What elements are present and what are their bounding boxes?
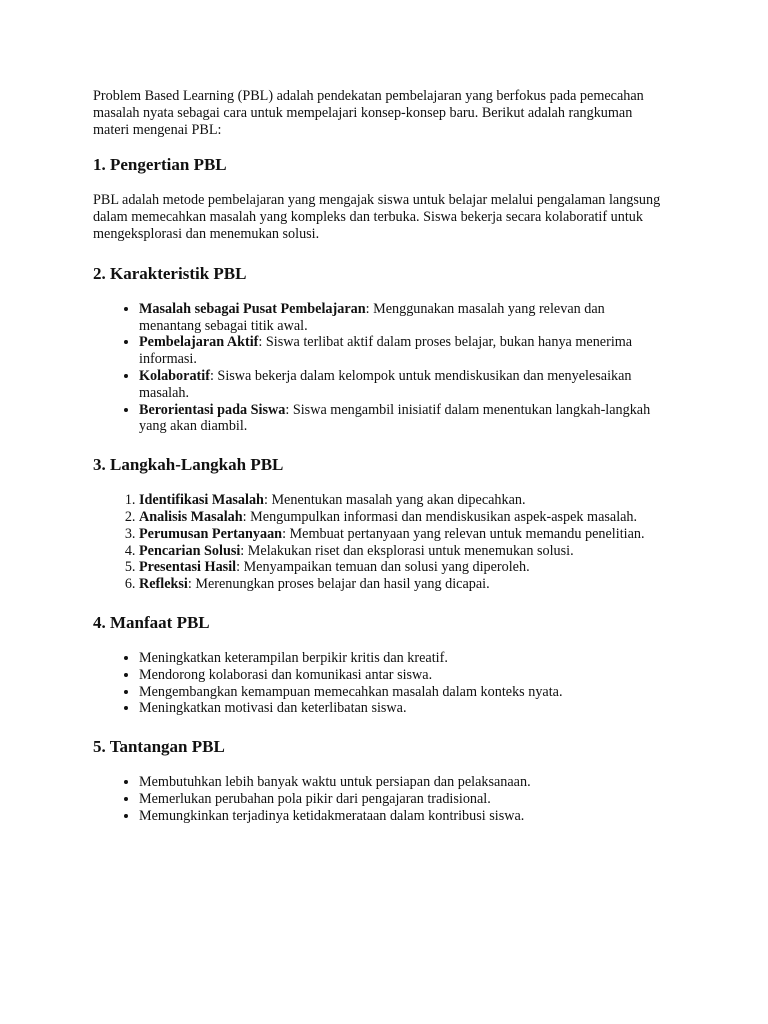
list-item-text: : Siswa mengambil inisiatif dalam menentukan langkah-langkah yang akan diambil. xyxy=(139,401,651,435)
list-item-text: : Mengumpulkan informasi dan mendiskusikan aspek-aspek masalah. xyxy=(242,508,638,525)
list-item-term: Pembelajaran Aktif xyxy=(139,334,259,351)
list-item: • Mengembangkan kemampuan memecahkan masalah dalam konteks nyata. xyxy=(139,684,663,701)
list-item-text: : Melakukan riset dan eksplorasi untuk menemukan solusi. xyxy=(240,542,574,559)
list-item-term: Berorientasi pada Siswa xyxy=(139,401,286,418)
list-item xyxy=(139,402,663,436)
intro-paragraph: Problem Based Learning (PBL) adalah pendekatan pembelajaran yang berfokus pada pemecahan masalah nyata sebagai cara untuk mempelajari konsep-konsep baru. Berikut adalah rangkuman materi mengenai PBL: xyxy=(93,88,644,138)
section-title-manfaat: 4. Manfaat PBL xyxy=(93,612,210,632)
list-item xyxy=(139,492,663,509)
list-item xyxy=(139,368,663,402)
list-item xyxy=(139,334,663,368)
list-item xyxy=(139,526,663,543)
list-item-text: : Merenungkan proses belajar dan hasil yang dicapai. xyxy=(187,576,490,593)
list-item-text: : Menyampaikan temuan dan solusi yang diperoleh. xyxy=(236,559,530,576)
list-item xyxy=(139,301,663,335)
list-item-term: Refleksi xyxy=(139,576,188,593)
list-item-term: Identifikasi Masalah xyxy=(139,492,264,509)
section-paragraph-pengertian: PBL adalah metode pembelajaran yang mengajak siswa untuk belajar melalui pengalaman langsung dalam memecahkan masalah yang kompleks dan terbuka. Siswa bekerja secara kolaboratif untuk mengeksplorasi dan menemukan solusi. xyxy=(93,192,661,242)
list-item-term: Presentasi Hasil xyxy=(139,559,237,576)
list-item-text: : Membuat pertanyaan yang relevan untuk memandu penelitian. xyxy=(282,525,645,542)
list-item: • Memerlukan perubahan pola pikir dari pengajaran tradisional. xyxy=(139,791,663,808)
section-title-pengertian: 1. Pengertian PBL xyxy=(93,155,227,175)
list-item-term: Pencarian Solusi xyxy=(139,542,241,559)
list-item: • Memungkinkan terjadinya ketidakmerataan dalam kontribusi siswa. xyxy=(139,808,663,825)
list-item-text: : Menentukan masalah yang akan dipecahkan. xyxy=(263,492,526,509)
karakteristik-list xyxy=(93,301,663,435)
document-content xyxy=(93,88,663,845)
list-item-term: Perumusan Pertanyaan xyxy=(139,525,283,542)
list-item: • Meningkatkan motivasi dan keterlibatan siswa. xyxy=(139,700,663,717)
langkah-list xyxy=(93,492,663,593)
list-item-text: : Siswa bekerja dalam kelompok untuk mendiskusikan dan menyelesaikan masalah. xyxy=(139,367,632,401)
section-title-karakteristik: 2. Karakteristik PBL xyxy=(93,263,247,283)
section-title-langkah: 3. Langkah-Langkah PBL xyxy=(93,455,284,475)
list-item xyxy=(139,576,663,593)
list-item-text: : Siswa terlibat aktif dalam proses belajar, bukan hanya menerima informasi. xyxy=(139,334,633,368)
tantangan-list xyxy=(93,774,663,824)
manfaat-list xyxy=(93,650,663,717)
list-item: • Membutuhkan lebih banyak waktu untuk persiapan dan pelaksanaan. xyxy=(139,774,663,791)
list-item: • Meningkatkan keterampilan berpikir kritis dan kreatif. xyxy=(139,650,663,667)
list-item-text: : Menggunakan masalah yang relevan dan menantang sebagai titik awal. xyxy=(139,300,605,334)
list-item-term: Analisis Masalah xyxy=(139,508,243,525)
list-item xyxy=(139,559,663,576)
list-item-term: Kolaboratif xyxy=(139,367,210,384)
list-item-term: Masalah sebagai Pusat Pembelajaran xyxy=(139,300,366,317)
section-title-tantangan: 5. Tantangan PBL xyxy=(93,737,225,757)
list-item xyxy=(139,543,663,560)
list-item: • Mendorong kolaborasi dan komunikasi antar siswa. xyxy=(139,667,663,684)
list-item xyxy=(139,509,663,526)
